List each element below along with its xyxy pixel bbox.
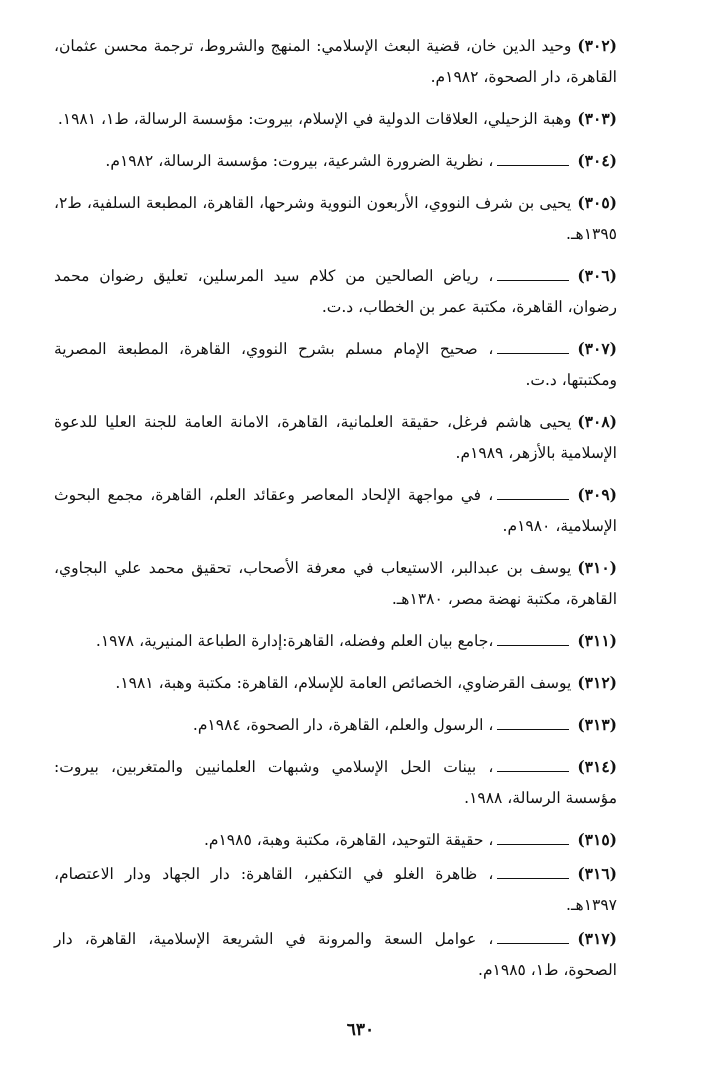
- entry-text: يوسف القرضاوي، الخصائص العامة للإسلام، القاهرة: مكتبة وهبة، ١٩٨١.: [115, 674, 572, 692]
- ditto-dash: [497, 634, 569, 646]
- entry-number: (٣٠٤): [577, 151, 617, 170]
- entry-number: (٣١٥): [577, 830, 617, 849]
- entry-text: ، نظرية الضرورة الشرعية، بيروت: مؤسسة الرسالة، ١٩٨٢م.: [105, 152, 494, 170]
- entry-number: (٣١٣): [577, 715, 617, 734]
- bibliography-entry: [54, 145, 617, 177]
- entry-text: يوسف بن عبدالبر، الاستيعاب في معرفة الأصحاب، تحقيق محمد علي البجاوي، القاهرة، مكتبة نهضة مصر، ١٣٨٠هـ.: [54, 559, 617, 608]
- bibliography-entry: [54, 333, 617, 396]
- entry-number: (٣١١): [577, 631, 617, 650]
- ditto-dash: [497, 932, 569, 944]
- ditto-dash: [497, 488, 569, 500]
- entry-number: (٣٠٥): [577, 193, 617, 212]
- entry-number: (٣١٦): [577, 864, 617, 883]
- ditto-dash: [497, 833, 569, 845]
- entry-number: (٣٠٧): [577, 339, 617, 358]
- bibliography-entry: [54, 824, 617, 856]
- entry-number: (٣٠٢): [577, 36, 617, 55]
- bibliography-entry: [54, 479, 617, 542]
- page-number: ٦٣٠: [346, 1020, 375, 1040]
- ditto-dash: [497, 269, 569, 281]
- bibliography-entry: [54, 30, 617, 93]
- entry-text: ، حقيقة التوحيد، القاهرة، مكتبة وهبة، ١٩٨٥م.: [203, 831, 494, 849]
- entry-number: (٣١٢): [577, 673, 617, 692]
- entry-number: (٣٠٩): [577, 485, 617, 504]
- bibliography-entry: [54, 709, 617, 741]
- entry-number: (٣١٠): [577, 558, 617, 577]
- bibliography-entry: [54, 751, 617, 814]
- ditto-dash: [497, 154, 569, 166]
- entry-text: ،جامع بيان العلم وفضله، القاهرة:إدارة الطباعة المنيرية، ١٩٧٨.: [95, 632, 494, 650]
- bibliography-entry: [54, 187, 617, 250]
- bibliography-entry: [54, 260, 617, 323]
- entry-text: ، بينات الحل الإسلامي وشبهات العلمانيين والمتغربين، بيروت: مؤسسة الرسالة، ١٩٨٨.: [54, 758, 617, 807]
- entry-text: وهبة الزحيلي، العلاقات الدولية في الإسلام، بيروت: مؤسسة الرسالة، ط١، ١٩٨١.: [57, 110, 572, 128]
- entry-text: ، رياض الصالحين من كلام سيد المرسلين، تعليق رضوان محمد رضوان، القاهرة، مكتبة عمر بن الخطاب، د.ت.: [54, 267, 617, 316]
- bibliography-entry: [54, 406, 617, 469]
- entry-number: (٣٠٨): [577, 412, 617, 431]
- entry-text: ، الرسول والعلم، القاهرة، دار الصحوة، ١٩٨٤م.: [192, 716, 494, 734]
- entry-text: يحيى بن شرف النووي، الأربعون النووية وشرحها، القاهرة، المطبعة السلفية، ط٢، ١٣٩٥هـ.: [54, 194, 617, 243]
- ditto-dash: [497, 760, 569, 772]
- bibliography-entry: [54, 667, 617, 699]
- ditto-dash: [497, 342, 569, 354]
- entry-number: (٣١٧): [577, 929, 617, 948]
- entry-number: (٣١٤): [577, 757, 617, 776]
- ditto-dash: [497, 867, 569, 879]
- entry-text: وحيد الدين خان، قضية البعث الإسلامي: المنهج والشروط، ترجمة محسن عثمان، القاهرة، دار الصحوة، ١٩٨٢م.: [54, 37, 617, 86]
- entry-text: ، عوامل السعة والمرونة في الشريعة الإسلامية، القاهرة، دار الصحوة، ط١، ١٩٨٥م.: [54, 930, 617, 979]
- entry-text: ، صحيح الإمام مسلم بشرح النووي، القاهرة، المطبعة المصرية ومكتبتها، د.ت.: [54, 340, 617, 389]
- bibliography-entry: [54, 923, 617, 986]
- bibliography-list: [54, 30, 617, 988]
- bibliography-entry: [54, 552, 617, 615]
- entry-number: (٣٠٣): [577, 109, 617, 128]
- bibliography-entry: [54, 858, 617, 921]
- entry-text: يحيى هاشم فرغل، حقيقة العلمانية، القاهرة، الامانة العامة للجنة العليا للدعوة الإسلامية بالأزهر، ١٩٨٩م.: [54, 413, 617, 462]
- ditto-dash: [497, 718, 569, 730]
- entry-text: ، في مواجهة الإلحاد المعاصر وعقائد العلم، القاهرة، مجمع البحوث الإسلامية، ١٩٨٠م.: [54, 486, 617, 535]
- bibliography-entry: [54, 625, 617, 657]
- entry-text: ، ظاهرة الغلو في التكفير، القاهرة: دار الجهاد ودار الاعتصام، ١٣٩٧هـ.: [54, 865, 617, 914]
- entry-number: (٣٠٦): [577, 266, 617, 285]
- bibliography-entry: [54, 103, 617, 135]
